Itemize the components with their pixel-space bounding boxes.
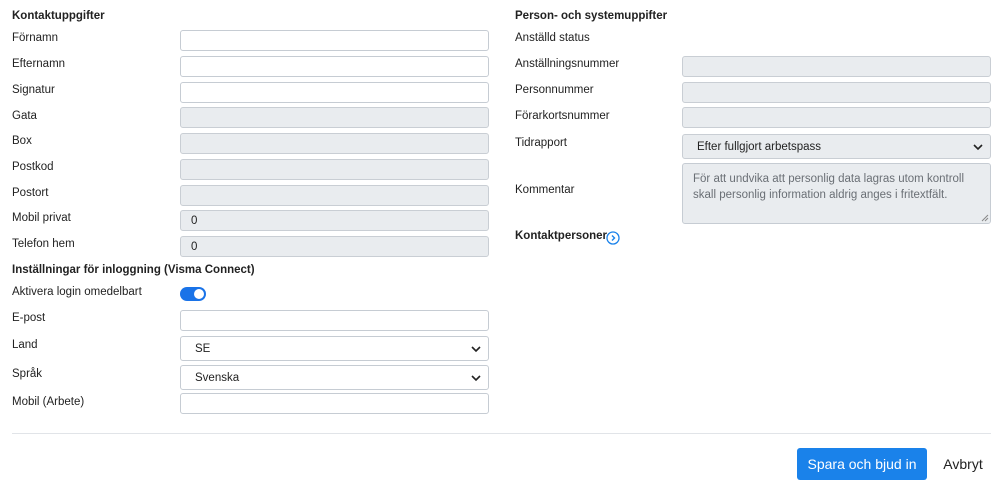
resize-handle-icon[interactable] (981, 214, 989, 222)
city-label: Postort (12, 187, 49, 199)
signature-input[interactable] (180, 82, 489, 103)
comment-textarea[interactable] (682, 163, 991, 224)
email-label: E-post (12, 312, 46, 324)
employment-number-label: Anställningsnummer (515, 58, 620, 70)
employment-number-input (682, 56, 991, 77)
employee-status-label: Anställd status (515, 32, 590, 44)
postcode-input (180, 159, 489, 180)
street-input (180, 107, 489, 128)
firstname-input[interactable] (180, 30, 489, 51)
driver-card-label: Förarkortsnummer (515, 110, 610, 122)
contact-heading: Kontaktuppgifter (12, 10, 105, 22)
box-input (180, 133, 489, 154)
city-input (180, 185, 489, 206)
activate-login-label: Aktivera login omedelbart (12, 286, 142, 298)
time-report-label: Tidrapport (515, 137, 567, 149)
mobile-private-label: Mobil privat (12, 212, 71, 224)
lastname-label: Efternamn (12, 58, 66, 70)
street-label: Gata (12, 110, 37, 122)
chevron-down-icon (470, 372, 482, 384)
language-select[interactable] (180, 365, 489, 390)
work-mobile-input[interactable] (180, 393, 489, 414)
contact-persons-heading: Kontaktpersoner (515, 230, 608, 242)
phone-home-label: Telefon hem (12, 238, 75, 250)
box-label: Box (12, 135, 32, 147)
time-report-select-value: Efter fullgjort arbetspass (697, 140, 822, 153)
comment-text: För att undvika att personlig data lagras utom kontroll skall personlig information aldrig anges i fritextfält. (693, 173, 965, 201)
toggle-knob (194, 289, 204, 299)
comment-label: Kommentar (515, 184, 575, 196)
chevron-down-icon (972, 141, 984, 153)
personal-number-label: Personnummer (515, 84, 594, 96)
chevron-down-icon (470, 343, 482, 355)
person-heading: Person- och systemuppifter (515, 10, 668, 22)
firstname-label: Förnamn (12, 32, 59, 44)
personal-number-input (682, 82, 991, 103)
chevron-right-circle-icon[interactable] (606, 231, 620, 245)
activate-login-toggle[interactable] (180, 287, 206, 301)
country-select[interactable] (180, 336, 489, 361)
login-heading: Inställningar för inloggning (Visma Connect) (12, 264, 255, 276)
phone-home-input: 0 (180, 236, 489, 257)
language-label: Språk (12, 368, 43, 380)
lastname-input[interactable] (180, 56, 489, 77)
language-select-value: Svenska (195, 371, 240, 384)
mobile-private-input: 0 (180, 210, 489, 231)
signature-label: Signatur (12, 84, 55, 96)
email-input[interactable] (180, 310, 489, 331)
postcode-label: Postkod (12, 161, 54, 173)
save-and-invite-button[interactable]: Spara och bjud in (797, 448, 927, 480)
country-select-value: SE (195, 342, 211, 355)
cancel-button[interactable]: Avbryt (943, 456, 983, 472)
country-label: Land (12, 339, 38, 351)
work-mobile-label: Mobil (Arbete) (12, 396, 85, 408)
footer-divider (12, 433, 991, 434)
time-report-select[interactable] (682, 134, 991, 159)
driver-card-input (682, 107, 991, 128)
